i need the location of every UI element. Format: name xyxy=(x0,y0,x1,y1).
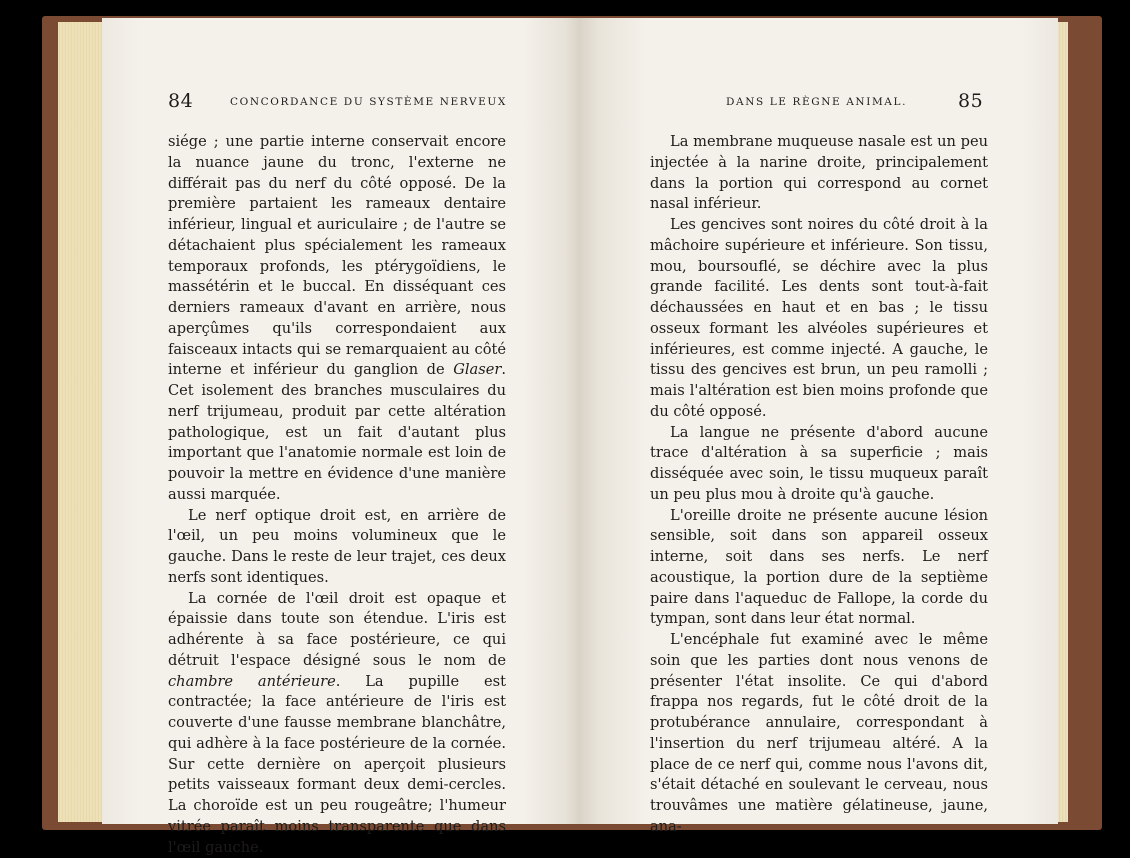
page-number: 84 xyxy=(168,90,193,112)
page-number: 85 xyxy=(958,90,983,112)
paragraph: siége ; une partie interne conservait encore la nuance jaune du tronc, l'externe ne différait pas du nerf du côté opposé. De la première partaient les rameaux dentaire inférieur, lingual et auriculaire ; de l'autre se détachaient plus spécialement les rameaux temporaux profonds, les ptérygoïdiens, le massétérin et le buccal. En disséquant ces derniers rameaux d'avant en arrière, nous aperçûmes qu'ils correspondaient aux faisceaux intacts qui se remarquaient au côté interne et inférieur du ganglion de Glaser. Cet isolement des branches musculaires du nerf trijumeau, produit par cette altération pathologique, est un fait d'autant plus important que l'anatomie normale est loin de pouvoir la mettre en évidence d'une manière aussi marquée. xyxy=(168,132,506,506)
paragraph: L'encéphale fut examiné avec le même soin que les parties dont nous venons de présenter l'état insolite. Ce qui d'abord frappa nos regards, fut le côté droit de la protubérance annulaire, correspondant à l'insertion du nerf trijumeau altéré. A la place de ce nerf qui, comme nous l'avons dit, s'était détaché en soulevant le cerveau, nous trouvâmes une matière gélatineuse, jaune, ana- xyxy=(650,630,988,838)
running-head: CONCORDANCE DU SYSTÈME NERVEUX xyxy=(230,96,507,108)
paragraph: La membrane muqueuse nasale est un peu injectée à la narine droite, principalement dans la portion qui correspond au cornet nasal inférieur. xyxy=(650,132,988,215)
left-page-header xyxy=(102,90,580,120)
right-page xyxy=(580,18,1058,824)
right-page-header xyxy=(580,90,1058,120)
running-head: DANS LE RÈGNE ANIMAL. xyxy=(726,96,907,108)
left-page xyxy=(102,18,580,824)
page-edges-left xyxy=(58,22,108,822)
left-page-text xyxy=(168,132,506,858)
paragraph: La cornée de l'œil droit est opaque et épaissie dans toute son étendue. L'iris est adhérente à sa face postérieure, ce qui détruit l'espace désigné sous le nom de chambre antérieure. La pupille est contractée; la face antérieure de l'iris est couverte d'une fausse membrane blanchâtre, qui adhère à la face postérieure de la cornée. Sur cette dernière on aperçoit plusieurs petits vaisseaux formant deux demi-cercles. La choroïde est un peu rougeâtre; l'humeur vitrée paraît moins transparente que dans l'œil gauche. xyxy=(168,589,506,858)
right-page-text xyxy=(650,132,988,838)
paragraph: Le nerf optique droit est, en arrière de l'œil, un peu moins volumineux que le gauche. Dans le reste de leur trajet, ces deux nerfs sont identiques. xyxy=(168,506,506,589)
paragraph: Les gencives sont noires du côté droit à la mâchoire supérieure et inférieure. Son tissu, mou, boursouflé, se déchire avec la plus grande facilité. Les dents sont tout-à-fait déchaussées en haut et en bas ; le tissu osseux formant les alvéoles supérieures et inférieures, est comme injecté. A gauche, le tissu des gencives est brun, un peu ramolli ; mais l'altération est bien moins profonde que du côté opposé. xyxy=(650,215,988,423)
paragraph: L'oreille droite ne présente aucune lésion sensible, soit dans son appareil osseux interne, soit dans ses nerfs. Le nerf acoustique, la portion dure de la septième paire dans l'aqueduc de Fallope, la corde du tympan, sont dans leur état normal. xyxy=(650,506,988,631)
paragraph: La langue ne présente d'abord aucune trace d'altération à sa superficie ; mais disséquée avec soin, le tissu muqueux paraît un peu plus mou à droite qu'à gauche. xyxy=(650,423,988,506)
